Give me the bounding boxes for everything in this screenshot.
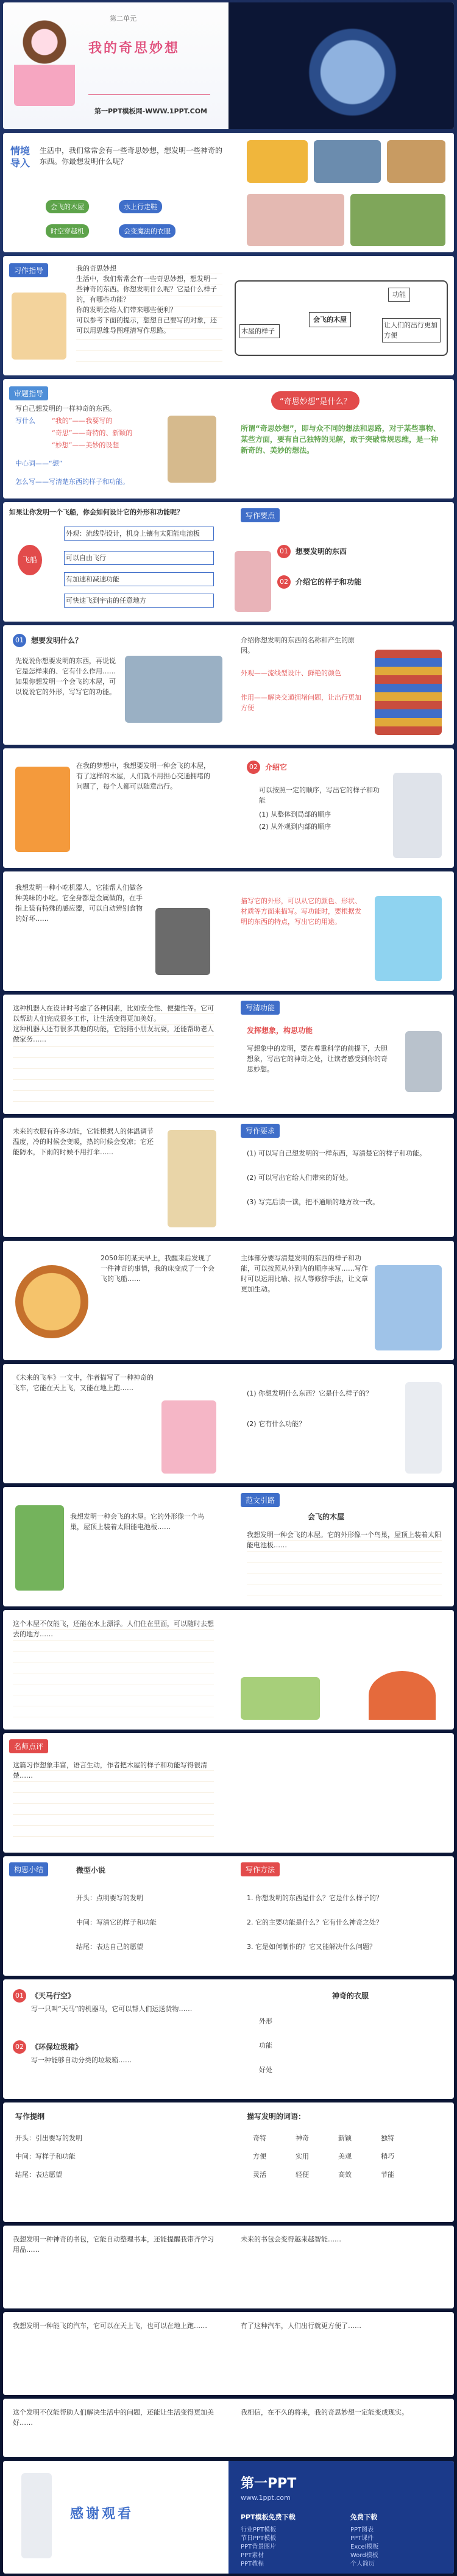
analysis-line-1: 写自己想发明的一样神奇的东西。 <box>15 405 116 413</box>
footer-col-2-item-4[interactable]: Word模板 <box>350 2552 378 2559</box>
ext2-left: 我想发明一种能飞的汽车，它可以在天上飞，也可以在地上跑…… <box>13 2322 207 2330</box>
extension-slide-3 <box>3 2399 454 2457</box>
step1-right: 介绍你想发明的东西的名称和产生的原因。 <box>241 636 355 655</box>
sample-essay-cont-slide <box>3 1610 454 1730</box>
footer-col-1-item-3[interactable]: PPT背景图片 <box>241 2544 277 2550</box>
word-1: 奇特 <box>253 2134 266 2142</box>
point-number-1: 01 <box>277 545 291 558</box>
sample-essay-body: 我想发明一种会飞的木屋。它的外形像一个鸟巢，屋顶上装着太阳能电池板…… <box>247 1530 442 1597</box>
plan-branch-3: 有加速和减速功能 <box>64 572 214 586</box>
question-bubble: “奇思妙想”是什么？ <box>271 391 360 410</box>
method-q2: 2. 它的主要功能是什么？它有什么神奇之处？ <box>247 1918 383 1926</box>
sample-cont-text: 这个木屋不仅能飞，还能在水上漂浮。人们住在里面，可以随时去想去的地方…… <box>13 1619 214 1722</box>
method-q1: 1. 你想发明的东西是什么？它是什么样子的？ <box>247 1894 383 1902</box>
guide-label: 习作指导 <box>9 263 48 277</box>
summary-row-3: 结尾：表达自己的愿望 <box>76 1943 143 1951</box>
word-6: 实用 <box>296 2152 309 2160</box>
mindmap-right1: 功能 <box>388 288 410 302</box>
analysis-line-3: “我的”——我要写的 <box>52 417 113 425</box>
vase-image <box>168 416 216 483</box>
topic-text-1: 写一只叫“天马”的机器马，它可以帮人们运送货物…… <box>31 2005 193 2013</box>
photo-flower <box>247 194 344 246</box>
points-label: 写作要点 <box>241 508 280 522</box>
cover-title: 我的奇思妙想 <box>88 41 180 56</box>
analysis-line-5: “妙想”——美妙的设想 <box>52 441 119 449</box>
intro-pill-3: 时空穿越机 <box>46 224 89 238</box>
ext2-right: 有了这种汽车，人们出行就更方便了…… <box>241 2322 361 2330</box>
requirement-1: (1) 可以写自己想发明的一样东西，写清楚它的样子和功能。 <box>247 1149 427 1157</box>
sample-label: 范文引路 <box>241 1493 280 1507</box>
step2-sub: 可以按照一定的顺序，写出它的样子和功能 <box>259 786 380 804</box>
summary-row-2: 中间：写清它的样子和功能 <box>76 1918 157 1926</box>
point-number-2: 02 <box>277 575 291 589</box>
word-12: 节能 <box>381 2171 394 2179</box>
step1-text: 先说说你想要发明的东西，再说说它是怎样来的、它有什么作用……如果你想发明一个会飞的木屋，可以说说它的外形，写写它的功能。 <box>15 657 116 696</box>
mindmap-center: 会飞的木屋 <box>309 312 351 327</box>
intro-text: 生活中，我们常常会有一些奇思妙想，想发明一些神奇的东西。你最想发明什么呢？ <box>40 146 223 166</box>
model-item-2: (2) 它有什么功能？ <box>247 1420 306 1428</box>
guide-text: 我的奇思妙想 生活中，我们常常会有一些奇思妙想，想发明一些神奇的东西。你想发明什么呢？它是什么样子的，有哪些功能？ 你的发明会给人们带来哪些便利？ 可以参考下面的提示，想想自己要写的对象，还可以用思维导图理清写作思路。 <box>76 263 222 371</box>
topic-right-row-2: 功能 <box>259 2042 272 2049</box>
plan-branch-1: 外观：流线型设计，机身上镶有太阳能电池板 <box>64 527 214 541</box>
step2-item-1: (1) 从整体到局部的顺序 <box>259 811 331 818</box>
intro-pill-1: 会飞的木屋 <box>46 200 89 213</box>
machine-image <box>155 908 210 975</box>
step2-number: 02 <box>247 761 260 774</box>
footer-col-2-item-2[interactable]: PPT课件 <box>350 2535 374 2542</box>
intro-label: 情境导入 <box>10 145 30 169</box>
word-5: 方便 <box>253 2152 266 2160</box>
example-text: 我想发明一种小吃机器人，它能帮人们做各种美味的小吃。它全身都是金属做的，在手指上装有特殊的感应器，可以自动辨别食物的好坏…… <box>15 884 143 923</box>
analysis-line-6: 中心词——“想” <box>15 459 63 467</box>
step2-slide <box>3 748 454 868</box>
photo-box <box>387 140 445 183</box>
footer-col-1-item-2[interactable]: 节日PPT模板 <box>241 2535 277 2542</box>
analysis-line-2: 写什么 <box>15 417 35 425</box>
analysis-slide <box>3 379 454 499</box>
summary-slide <box>3 1856 454 1976</box>
analysis-line-4: “奇思”——奇特的、新颖的 <box>52 429 133 437</box>
notebook-image <box>12 293 66 360</box>
function-title: 发挥想象，构思功能 <box>247 1026 313 1035</box>
step1-list-2: 作用——解决交通拥堵问题，让出行更加方便 <box>241 694 361 712</box>
method-q3: 3. 它是如何制作的？它又能解决什么问题？ <box>247 1943 376 1951</box>
words-title: 描写发明的词语： <box>247 2112 306 2121</box>
intro-pill-4: 会变魔法的衣服 <box>119 224 175 238</box>
structure-slide <box>3 1241 454 1360</box>
word-7: 美观 <box>338 2152 352 2160</box>
word-8: 精巧 <box>381 2152 394 2160</box>
summary-row-1: 开头：点明要写的发明 <box>76 1894 143 1902</box>
footer-brand <box>228 2461 454 2574</box>
mindmap-right2: 让人们的出行更加方便 <box>382 318 441 342</box>
step1-list-1: 外观——流线型设计、鲜艳的颜色 <box>241 669 341 677</box>
ext3-right: 我相信，在不久的将来，我的奇思妙想一定能变成现实。 <box>241 2408 408 2416</box>
function-label: 写清功能 <box>241 1001 280 1015</box>
step2-text: 在我的梦想中，我想要发明一种会飞的木屋，有了这样的木屋，人们就不用担心交通拥堵的问题了，每个人都可以随意出行。 <box>76 762 210 790</box>
plan-question: 如果让你发明一个飞船，你会如何设计它的外形和功能呢？ <box>9 508 183 516</box>
word-9: 灵活 <box>253 2171 266 2179</box>
people-image <box>375 1265 442 1350</box>
function-slide <box>3 995 454 1114</box>
footer-col-2-item-3[interactable]: Excel模板 <box>350 2544 379 2550</box>
footer-brand-url: www.1ppt.com <box>241 2494 291 2502</box>
step1-number: 01 <box>13 634 26 647</box>
step2-item-2: (2) 从外观到内部的顺序 <box>259 823 331 831</box>
model-slide <box>3 1364 454 1483</box>
word-3: 新颖 <box>338 2134 352 2142</box>
summary-title: 微型小说 <box>76 1866 106 1875</box>
word-11: 高效 <box>338 2171 352 2179</box>
footer-col-1-title: PPT模板免费下载 <box>241 2513 296 2521</box>
footer-col-2-item-5[interactable]: 个人简历 <box>350 2561 375 2567</box>
sample-essay-title: 会飞的木屋 <box>308 1513 345 1521</box>
analysis-line-7: 怎么写——写清楚东西的样子和功能。 <box>15 478 129 486</box>
robot-image <box>393 773 442 858</box>
answer-text: 所谓“奇思妙想”，即与众不同的想法和思路，对于某些事物、某些方面，要有自己独特的见解，敢于突破常规思维，是一种新奇的、美妙的想法。 <box>241 424 441 455</box>
plan-branch-4: 可快速飞到宇宙的任意地方 <box>64 594 214 608</box>
mindmap-left: 木屋的样子 <box>239 324 280 338</box>
method-label: 写作方法 <box>241 1862 280 1876</box>
ending-slide <box>3 2461 454 2574</box>
comment-slide <box>3 1733 454 1853</box>
ext1-left: 我想发明一种神奇的书包，它能自动整理书本，还能提醒我带齐学习用品…… <box>13 2235 214 2254</box>
words-slide <box>3 2102 454 2222</box>
step2-title: 介绍它 <box>265 763 288 772</box>
outline-title: 写作提纲 <box>15 2112 45 2121</box>
umbrella-image <box>369 1671 436 1720</box>
pizza-image <box>15 1265 88 1338</box>
extension-slide-1 <box>3 2226 454 2308</box>
footer-col-2-item-1[interactable]: PPT图表 <box>350 2527 374 2533</box>
structure-right: 主体部分要写清楚发明的东西的样子和功能，可以按照从外到内的顺序来写……写作时可以运用比喻、拟人等修辞手法，让文章更加生动。 <box>241 1254 368 1293</box>
point-1: 想要发明的东西 <box>296 547 347 556</box>
topic-right-row-1: 外形 <box>259 2017 272 2025</box>
outline-2: 中间：写样子和功能 <box>15 2152 76 2160</box>
speedboat-image <box>125 656 222 723</box>
requirements-label: 写作要求 <box>241 1124 280 1138</box>
function-text: 这种机器人在设计时考虑了各种因素，比如安全性、便捷性等。它可以帮助人们完成很多工作，让生活变得更加美好。 这种机器人还有很多其他的功能，它能陪小朋友玩耍，还能帮助老人做家务…… <box>13 1003 214 1107</box>
topic-right-title: 神奇的衣服 <box>332 1992 369 2000</box>
books-image <box>375 650 442 735</box>
model-item-1: (1) 你想发明什么东西？它是什么样子的？ <box>247 1389 373 1397</box>
topic-title-2: 《环保垃圾箱》 <box>31 2043 83 2051</box>
girl-illustration <box>14 15 75 106</box>
topics-slide <box>3 1979 454 2099</box>
model-text: 《未来的飞车》一文中，作者描写了一种神奇的飞车，它能在天上飞，又能在地上跑…… <box>13 1374 154 1392</box>
structure-text: 2050年的某天早上，我醒来后发现了一件神奇的事情，我的床变成了一个会飞的飞船…… <box>101 1254 214 1283</box>
example-right: 描写它的外形，可以从它的颜色、形状、材质等方面来描写。写功能时，要根据发明的东西的特点，写出它的用途。 <box>241 897 361 926</box>
word-2: 神奇 <box>296 2134 309 2142</box>
astronaut-image <box>375 896 442 981</box>
intro-slide <box>3 133 454 252</box>
requirements-text: 未来的衣服有许多功能，它能根据人的体温调节温度，冷的时候会变暖，热的时候会变凉；它还能防水，下雨的时候不用打伞…… <box>13 1127 154 1156</box>
requirement-2: (2) 可以写出它给人们带来的好处。 <box>247 1174 353 1182</box>
example-slide <box>3 871 454 991</box>
step1-slide <box>3 625 454 745</box>
ext1-right: 未来的书包会变得越来越智能…… <box>241 2235 341 2243</box>
brand-text: 第一PPT模板网-WWW.1PPT.COM <box>94 107 208 115</box>
photo-tree <box>350 194 445 246</box>
extension-slide-2 <box>3 2312 454 2395</box>
requirements-slide <box>3 1118 454 1237</box>
footer-col-1-item-1[interactable]: 行业PPT模板 <box>241 2527 277 2533</box>
ext3-left: 这个发明不仅能帮助人们解决生活中的问题，还能让生活变得更加美好…… <box>13 2408 214 2427</box>
mindmap <box>235 280 448 356</box>
topic-title-1: 《天马行空》 <box>31 1992 76 2000</box>
intro-pill-2: 水上行走鞋 <box>119 200 162 213</box>
footer-col-1-item-4[interactable]: PPT素材 <box>241 2552 264 2559</box>
footer-col-1-item-5[interactable]: PPT教程 <box>241 2561 264 2567</box>
sample-essay-slide <box>3 1487 454 1606</box>
cover-slide <box>3 2 454 129</box>
guide-slide <box>3 256 454 375</box>
footer-brand-name: 第一PPT <box>241 2476 297 2491</box>
unit-label: 第二单元 <box>110 15 136 23</box>
rocket-image-2 <box>405 1382 442 1474</box>
photo-plant <box>247 140 308 183</box>
plan-branch-2: 可以自由飞行 <box>64 551 214 565</box>
flower-vase-image <box>235 551 271 612</box>
plan-left: 飞船 <box>18 545 42 575</box>
word-4: 独特 <box>381 2134 394 2142</box>
word-10: 轻便 <box>296 2171 309 2179</box>
topic-right-row-3: 好处 <box>259 2066 272 2074</box>
children-image <box>161 1400 216 1474</box>
rocket-image <box>15 767 70 852</box>
planet-image <box>228 2 454 129</box>
plan-slide <box>3 502 454 622</box>
function-text2: 写想象中的发明，要在尊重科学的前提下，大胆想象，写出它的神奇之处，让读者感受到你的奇思妙想。 <box>247 1045 388 1073</box>
outline-3: 结尾：表达愿望 <box>15 2171 62 2179</box>
alien-image <box>405 1031 442 1092</box>
thanks-text: 感谢观看 <box>70 2507 134 2522</box>
footer-col-2-title: 免费下载 <box>350 2513 377 2521</box>
notebook-image-2 <box>168 1130 216 1227</box>
comment-label: 名师点评 <box>9 1739 48 1753</box>
comment-text: 这篇习作想象丰富，语言生动，作者把木屋的样子和功能写得很清楚…… <box>13 1760 214 1845</box>
topic-text-2: 写一种能够自动分类的垃圾箱…… <box>31 2056 132 2064</box>
reading-kids-image <box>241 1677 320 1720</box>
cover-divider <box>88 94 210 95</box>
topic-number-1: 01 <box>13 1989 26 2003</box>
pencil-image <box>15 1505 64 1591</box>
requirement-3: (3) 写完后读一读，把不通顺的地方改一改。 <box>247 1198 380 1206</box>
rocket-image-3 <box>21 2473 52 2558</box>
sample-text-left: 我想发明一种会飞的木屋。它的外形像一个鸟巢，屋顶上装着太阳能电池板…… <box>70 1513 204 1531</box>
analysis-label: 审题指导 <box>9 386 48 400</box>
point-2: 介绍它的样子和功能 <box>296 578 362 586</box>
photo-ship <box>314 140 381 183</box>
summary-label: 构思小结 <box>9 1862 48 1876</box>
outline-1: 开头：引出要写的发明 <box>15 2134 82 2142</box>
topic-number-2: 02 <box>13 2040 26 2054</box>
step1-title: 想要发明什么？ <box>31 636 83 645</box>
